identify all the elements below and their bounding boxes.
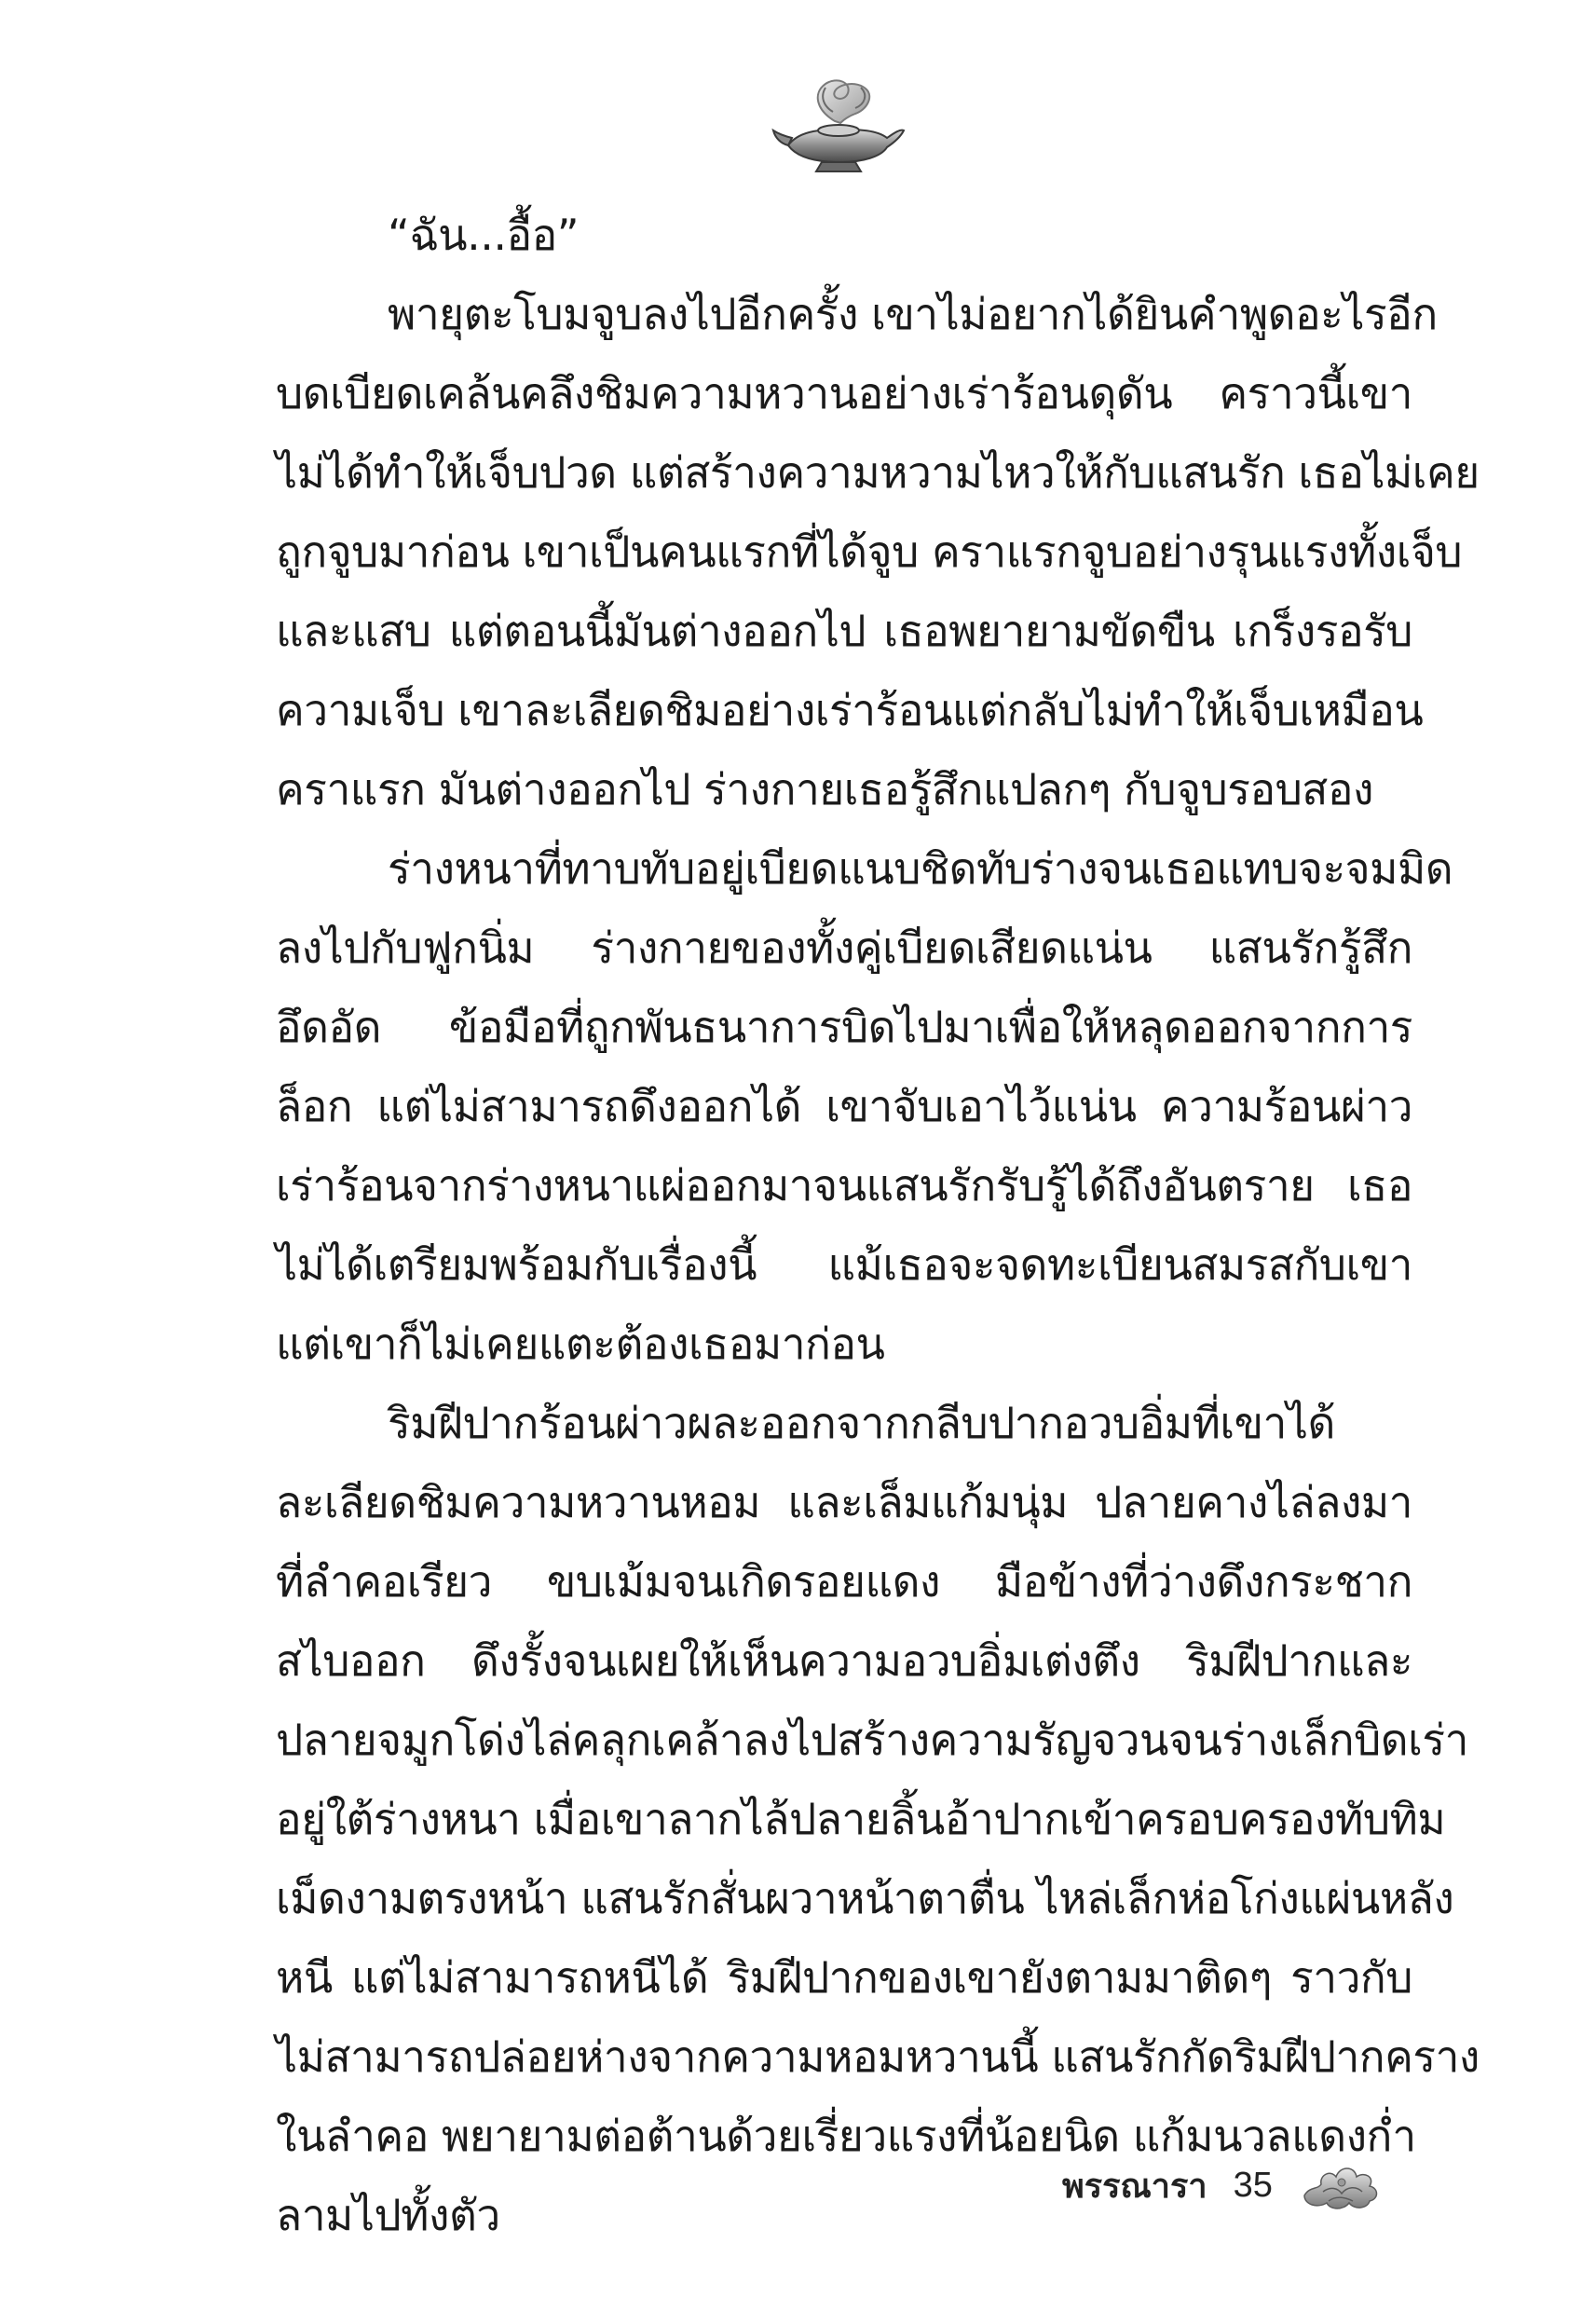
paragraph-line: ร่างหนาที่ทาบทับอยู่เบียดแนบชิดทับร่างจนเธอแทบจะจมมิด bbox=[388, 843, 1453, 894]
paragraph-line: คราแรก มันต่างออกไป ร่างกายเธอรู้สึกแปลกๆ กับจูบรอบสอง bbox=[276, 764, 1373, 814]
paragraph-line: อยู่ใต้ร่างหนา เมื่อเขาลากไล้ปลายลิ้นอ้าปากเข้าครอบครองทับทิม bbox=[276, 1794, 1446, 1844]
paragraph-line: ลามไปทั้งตัว bbox=[276, 2190, 500, 2240]
paragraph-line: พายุตะโบมจูบลงไปอีกครั้ง เขาไม่อยากได้ยินคำพูดอะไรอีก bbox=[388, 289, 1438, 339]
paragraph-line: ไม่สามารถปล่อยห่างจากความหอมหวานนี้ แสนรักกัดริมฝีปากคราง bbox=[276, 2031, 1480, 2082]
paragraph-line: ริมฝีปากร้อนผ่าวผละออกจากกลีบปากอวบอิ่มที่เขาได้ bbox=[388, 1398, 1335, 1448]
paragraph-line: เม็ดงามตรงหน้า แสนรักสั่นผวาหน้าตาตื่น ไหล่เล็กห่อโก่งแผ่นหลัง bbox=[276, 1873, 1454, 1923]
paragraph-line: “ฉัน...อื้อ” bbox=[388, 210, 580, 260]
page-footer bbox=[1062, 2153, 1435, 2218]
paragraph-line: ไม่ได้ทำให้เจ็บปวด แต่สร้างความหวามไหวให้กับแสนรัก เธอไม่เคย bbox=[276, 447, 1480, 498]
paragraph-line: ลงไปกับฟูกนิ่ม ร่างกายของทั้งคู่เบียดเสียดแน่น แสนรักรู้สึก bbox=[276, 923, 1412, 973]
flower-ornament-icon bbox=[1301, 2158, 1381, 2212]
paragraph-line: แต่เขาก็ไม่เคยแตะต้องเธอมาก่อน bbox=[276, 1319, 885, 1369]
genie-lamp-icon bbox=[770, 73, 909, 177]
paragraph-line: ที่ลำคอเรียว ขบเม้มจนเกิดรอยแดง มือข้างที่ว่างดึงกระชาก bbox=[276, 1556, 1412, 1607]
paragraph-line: อึดอัด ข้อมือที่ถูกพันธนาการบิดไปมาเพื่อให้หลุดออกจากการ bbox=[276, 1002, 1412, 1052]
paragraph-line: ละเลียดชิมความหวานหอม และเล็มแก้มนุ่ม ปลายคางไล่ลงมา bbox=[276, 1477, 1412, 1527]
body-text bbox=[276, 196, 1480, 2255]
paragraph-line: เร่าร้อนจากร่างหนาแผ่ออกมาจนแสนรักรับรู้ได้ถึงอันตราย เธอ bbox=[276, 1160, 1412, 1210]
book-title: พรรณารา bbox=[1062, 2167, 1207, 2206]
paragraph-line: ถูกจูบมาก่อน เขาเป็นคนแรกที่ได้จูบ คราแรกจูบอย่างรุนแรงทั้งเจ็บ bbox=[276, 526, 1463, 577]
paragraph-line: บดเบียดเคล้นคลึงชิมความหวานอย่างเร่าร้อนดุดัน คราวนี้เขา bbox=[276, 368, 1412, 418]
paragraph-line: ไม่ได้เตรียมพร้อมกับเรื่องนี้ แม้เธอจะจดทะเบียนสมรสกับเขา bbox=[276, 1239, 1412, 1290]
paragraph-line: ในลำคอ พยายามต่อต้านด้วยเรี่ยวแรงที่น้อยนิด แก้มนวลแดงก่ำ bbox=[276, 2111, 1416, 2161]
paragraph-line: ล็อก แต่ไม่สามารถดึงออกได้ เขาจับเอาไว้แน่น ความร้อนผ่าว bbox=[276, 1081, 1412, 1131]
paragraph-line: และแสบ แต่ตอนนี้มันต่างออกไป เธอพยายามขัดขืน เกร็งรอรับ bbox=[276, 606, 1412, 656]
paragraph-line: ความเจ็บ เขาละเลียดชิมอย่างเร่าร้อนแต่กลับไม่ทำให้เจ็บเหมือน bbox=[276, 685, 1424, 735]
page-number: 35 bbox=[1233, 2165, 1273, 2205]
paragraph-line: หนี แต่ไม่สามารถหนีได้ ริมฝีปากของเขายังตามมาติดๆ ราวกับ bbox=[276, 1952, 1412, 2003]
paragraph-line: สไบออก ดึงรั้งจนเผยให้เห็นความอวบอิ่มเต่งตึง ริมฝีปากและ bbox=[276, 1635, 1412, 1686]
paragraph-line: ปลายจมูกโด่งไล่คลุกเคล้าลงไปสร้างความรัญจวนจนร่างเล็กบิดเร่า bbox=[276, 1715, 1468, 1765]
